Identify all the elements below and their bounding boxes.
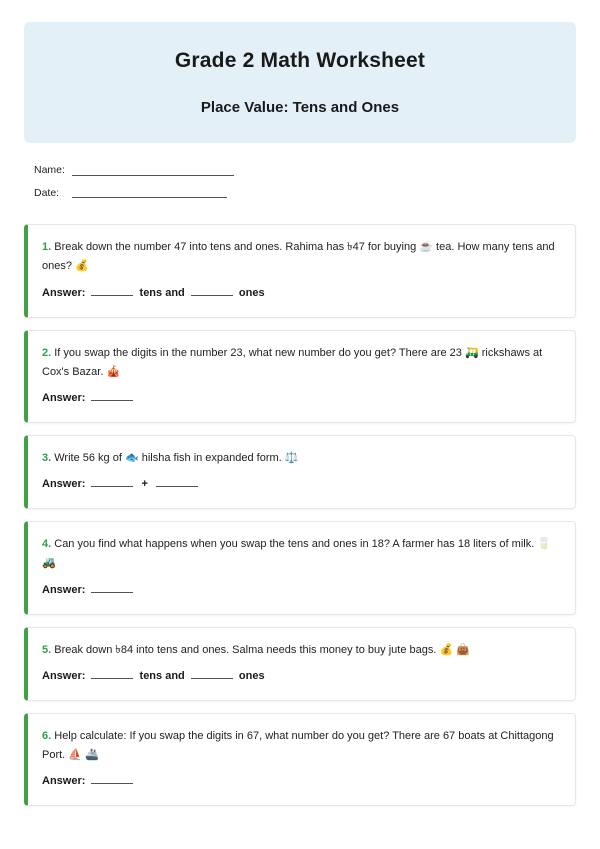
question-text <box>42 344 559 383</box>
question-card <box>24 330 576 423</box>
name-input-line[interactable] <box>72 166 234 176</box>
name-label: Name: <box>34 164 65 177</box>
question-number: 5. <box>42 643 52 656</box>
question-card <box>24 521 576 614</box>
question-text <box>42 641 559 660</box>
question-card <box>24 435 576 509</box>
worksheet-header <box>24 22 576 143</box>
answer-label: Answer: <box>42 669 86 682</box>
answer-label: Answer: <box>42 583 86 596</box>
answer-row <box>42 283 559 304</box>
answer-row <box>42 388 559 409</box>
page-subtitle: Place Value: Tens and Ones <box>200 99 400 117</box>
question-body: Can you find what happens when you swap the tens and ones in 18? A farmer has 18 liters of milk. 🥛 🚜 <box>42 538 552 570</box>
question-card <box>24 627 576 701</box>
question-number: 1. <box>42 241 52 254</box>
question-card <box>24 713 576 806</box>
answer-unit-ones: ones <box>238 286 265 299</box>
answer-row <box>42 474 559 495</box>
answer-unit-tens: tens and <box>139 669 185 682</box>
question-body: Help calculate: If you swap the digits in 67, what number do you get? There are 67 boats at Chittagong Port. ⛵ 🚢 <box>42 729 554 761</box>
answer-unit-tens: tens and <box>139 286 185 299</box>
answer-row <box>42 666 559 687</box>
answer-blank[interactable] <box>91 390 133 401</box>
answer-operator: + <box>141 478 148 491</box>
answer-label: Answer: <box>42 392 86 405</box>
question-number: 4. <box>42 538 52 551</box>
answer-row <box>42 580 559 601</box>
answer-blank-right[interactable] <box>156 476 198 487</box>
answer-label: Answer: <box>42 775 86 788</box>
questions-list <box>24 224 576 806</box>
answer-row <box>42 771 559 792</box>
date-label: Date: <box>34 186 60 199</box>
date-row <box>34 188 566 199</box>
answer-blank[interactable] <box>91 773 133 784</box>
answer-blank-left[interactable] <box>91 476 133 487</box>
question-body: Break down the number 47 into tens and ones. Rahima has ৳47 for buying ☕ tea. How many tens and ones? 💰 <box>42 241 555 273</box>
question-body: If you swap the digits in the number 23, what new number do you get? There are 23 🛺 rickshaws at Cox's Bazar. 🎪 <box>42 346 543 378</box>
question-number: 6. <box>42 729 52 742</box>
question-number: 3. <box>42 451 52 464</box>
date-input-line[interactable] <box>72 188 227 198</box>
question-text <box>42 449 559 468</box>
question-text <box>42 727 559 766</box>
name-row <box>34 165 566 176</box>
answer-blank-tens[interactable] <box>91 285 133 296</box>
answer-blank[interactable] <box>91 582 133 593</box>
answer-blank-ones[interactable] <box>191 285 233 296</box>
answer-unit-ones: ones <box>238 669 265 682</box>
page-title: Grade 2 Math Worksheet <box>174 49 426 72</box>
student-info-block <box>24 143 576 224</box>
question-number: 2. <box>42 346 52 359</box>
question-card <box>24 224 576 317</box>
answer-blank-ones[interactable] <box>191 668 233 679</box>
question-text <box>42 535 559 574</box>
question-text <box>42 238 559 277</box>
answer-label: Answer: <box>42 478 86 491</box>
question-body: Break down ৳84 into tens and ones. Salma needs this money to buy jute bags. 💰 👜 <box>54 643 470 656</box>
answer-blank-tens[interactable] <box>91 668 133 679</box>
question-body: Write 56 kg of 🐟 hilsha fish in expanded form. ⚖️ <box>54 451 299 464</box>
answer-label: Answer: <box>42 286 86 299</box>
